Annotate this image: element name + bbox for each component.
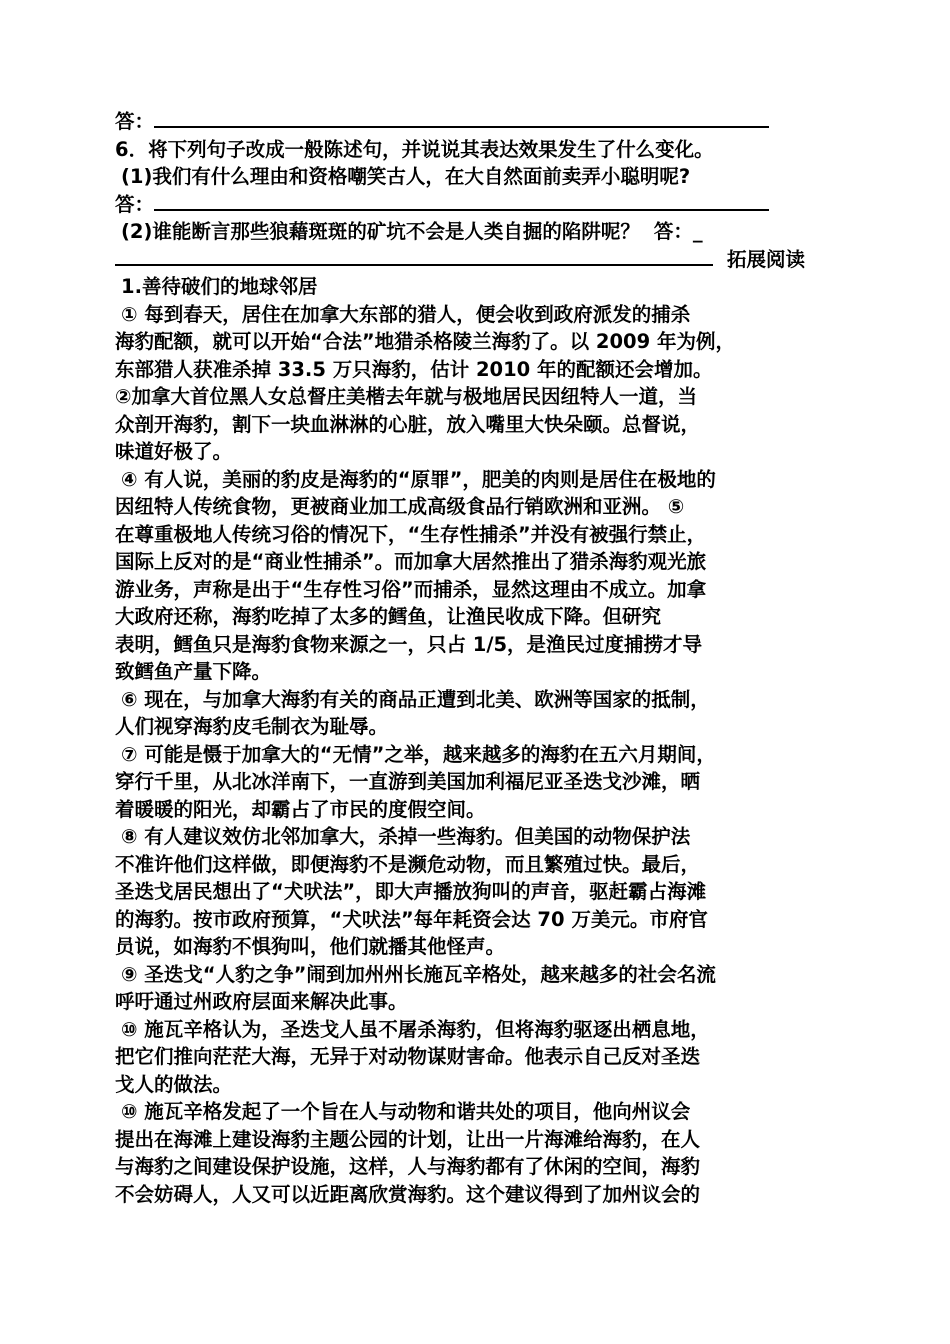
article-line: 在尊重极地人传统习俗的情况下，“生存性捕杀”并没有被强行禁止，: [115, 522, 707, 546]
article-line: 表明，鳕鱼只是海豹食物来源之一，只占 1/5，是渔民过度捕捞才导: [115, 632, 703, 656]
question-6-title: 6．将下列句子改成一般陈述句，并说说其表达效果发生了什么变化。: [115, 137, 714, 161]
answer-label: 答：: [115, 110, 155, 133]
article-line: ④ 有人说，美丽的豹皮是海豹的“原罪”，肥美的肉则是居住在极地的: [121, 467, 716, 491]
answer-line-2: [115, 191, 835, 219]
article-line: 的海豹。按市政府预算，“犬吠法”每年耗资会达 70 万美元。市府官: [115, 907, 708, 931]
answer-label-inline: 答：_: [653, 220, 703, 243]
question-6-1: (1)我们有什么理由和资格嘲笑古人，在大自然面前卖弄小聪明呢?: [121, 165, 691, 188]
article-line: 着暖暖的阳光，却霸占了市民的度假空间。: [115, 797, 486, 821]
article-line: 大政府还称，海豹吃掉了太多的鳕鱼，让渔民收成下降。但研究: [115, 605, 662, 628]
article-body: [115, 301, 835, 1209]
article-line: 与海豹之间建设保护设施，这样，人与海豹都有了休闲的空间，海豹: [115, 1155, 701, 1178]
question-6-2-line: [115, 218, 835, 246]
article-line: 国际上反对的是“商业性捕杀”。而加拿大居然推出了猎杀海豹观光旅: [115, 550, 707, 573]
article-line: 致鳕鱼产量下降。: [115, 660, 272, 683]
article-line: 不会妨碍人，人又可以近距离欣赏海豹。这个建议得到了加州议会的: [115, 1182, 701, 1206]
extension-heading: 拓展阅读: [727, 247, 806, 271]
article-title: 1.善待破们的地球邻居: [121, 275, 318, 298]
article-line: 不准许他们这样做，即便海豹不是濒危动物，而且繁殖过快。最后，: [115, 852, 701, 876]
article-line: 众剖开海豹，割下一块血淋淋的心脏，放入嘴里大快朵颐。总督说，: [115, 412, 701, 436]
document-page: [115, 108, 835, 1208]
answer-blank[interactable]: [115, 246, 713, 266]
article-line: ⑨ 圣迭戈“人豹之争”闹到加州州长施瓦辛格处，越来越多的社会名流: [121, 962, 716, 986]
answer-blank[interactable]: [154, 191, 769, 211]
article-line: ① 每到春天，居住在加拿大东部的猎人，便会收到政府派发的捕杀: [121, 302, 691, 326]
article-line: ⑥ 现在，与加拿大海豹有关的商品正遭到北美、欧洲等国家的抵制，: [121, 687, 710, 711]
article-line: ⑧ 有人建议效仿北邻加拿大，杀掉一些海豹。但美国的动物保护法: [121, 825, 691, 848]
article-line: 海豹配额，就可以开始“合法”地猎杀格陵兰海豹了。以 2009 年为例，: [115, 330, 735, 353]
answer-label: 答：: [115, 192, 155, 216]
answer-line-1: [115, 108, 835, 136]
article-line: 员说，如海豹不惧狗叫，他们就播其他怪声。: [115, 935, 506, 958]
article-line: 味道好极了。: [115, 440, 233, 463]
article-line: 把它们推向茫茫大海，无异于对动物谋财害命。他表示自己反对圣迭: [115, 1045, 701, 1068]
article-line: ⑩ 施瓦辛格认为，圣迭戈人虽不屠杀海豹，但将海豹驱逐出栖息地，: [121, 1017, 710, 1041]
article-line: 圣迭戈居民想出了“犬吠法”，即大声播放狗叫的声音，驱赶霸占海滩: [115, 880, 707, 903]
article-line: 游业务，声称是出于“生存性习俗”而捕杀，显然这理由不成立。加拿: [115, 577, 707, 601]
article-line: 戈人的做法。: [115, 1072, 233, 1096]
article-line: 穿行千里，从北冰洋南下，一直游到美国加利福尼亚圣迭戈沙滩，晒: [115, 770, 701, 793]
extension-heading-line: [115, 246, 835, 274]
article-line: 提出在海滩上建设海豹主题公园的计划，让出一片海滩给海豹，在人: [115, 1127, 701, 1151]
article-line: 人们视穿海豹皮毛制衣为耻辱。: [115, 715, 389, 738]
article-line: 因纽特人传统食物，更被商业加工成高级食品行销欧洲和亚洲。 ⑤: [115, 495, 685, 518]
answer-blank[interactable]: [154, 108, 769, 128]
article-line: 东部猎人获准杀掉 33.5 万只海豹，估计 2010 年的配额还会增加。: [115, 357, 713, 381]
question-6-2: (2)谁能断言那些狼藉斑斑的矿坑不会是人类自掘的陷阱呢？: [121, 220, 640, 243]
article-line: ⑦ 可能是慑于加拿大的“无情”之举，越来越多的海豹在五六月期间，: [121, 742, 716, 766]
article-line: 呼吁通过州政府层面来解决此事。: [115, 990, 408, 1013]
article-line: ②加拿大首位黑人女总督庄美楷去年就与极地居民因纽特人一道，当: [115, 385, 698, 408]
article-line: ⑩ 施瓦辛格发起了一个旨在人与动物和谐共处的项目，他向州议会: [121, 1100, 691, 1123]
